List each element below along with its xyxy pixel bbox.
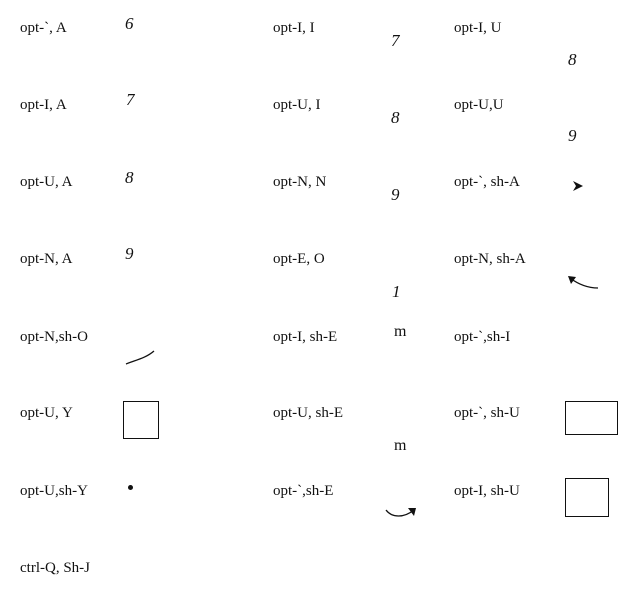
- shortcut-label: opt-`, sh-A: [454, 174, 520, 190]
- empty-box-icon: [565, 478, 609, 517]
- shortcut-label: opt-I, sh-E: [273, 329, 338, 345]
- curve-stroke-icon: [124, 348, 164, 368]
- glyph-8: 8: [125, 168, 134, 187]
- glyph-9: 9: [568, 126, 577, 145]
- shortcut-label: opt-`, sh-U: [454, 405, 520, 421]
- curved-arrow-left-icon: [566, 274, 602, 294]
- glyph-7: 7: [391, 31, 400, 50]
- shortcut-label: opt-U, A: [20, 174, 73, 190]
- shortcut-label: ctrl-Q, Sh-J: [20, 560, 90, 576]
- shortcut-label: opt-N, A: [20, 251, 73, 267]
- shortcut-label: opt-I, U: [454, 20, 502, 36]
- glyph-8: 8: [391, 108, 400, 127]
- shortcut-label: opt-U, sh-E: [273, 405, 343, 421]
- shortcut-label: opt-`,sh-I: [454, 329, 511, 345]
- arrowhead-icon: [572, 180, 586, 192]
- shortcut-label: opt-U,U: [454, 97, 504, 113]
- glyph-1: 1: [392, 282, 401, 301]
- shortcut-label: opt-I, A: [20, 97, 67, 113]
- shortcut-label: opt-U, I: [273, 97, 321, 113]
- shortcut-label: opt-N,sh-O: [20, 329, 88, 345]
- curved-arrow-right-icon: [384, 504, 424, 524]
- dot-icon: [128, 485, 133, 490]
- shortcut-label: opt-I, sh-U: [454, 483, 520, 499]
- empty-box-icon: [123, 401, 159, 439]
- glyph-7: 7: [126, 90, 135, 109]
- shortcut-label: opt-U,sh-Y: [20, 483, 88, 499]
- shortcut-label: opt-I, I: [273, 20, 315, 36]
- glyph-m: m: [394, 323, 407, 340]
- shortcut-label: opt-E, O: [273, 251, 325, 267]
- glyph-8: 8: [568, 50, 577, 69]
- empty-box-icon: [565, 401, 618, 435]
- shortcut-label: opt-N, N: [273, 174, 327, 190]
- shortcut-label: opt-`, A: [20, 20, 67, 36]
- glyph-6: 6: [125, 14, 134, 33]
- glyph-m: m: [394, 437, 407, 454]
- shortcut-label: opt-N, sh-A: [454, 251, 526, 267]
- glyph-9: 9: [125, 244, 134, 263]
- shortcut-label: opt-`,sh-E: [273, 483, 334, 499]
- glyph-9: 9: [391, 185, 400, 204]
- shortcut-label: opt-U, Y: [20, 405, 73, 421]
